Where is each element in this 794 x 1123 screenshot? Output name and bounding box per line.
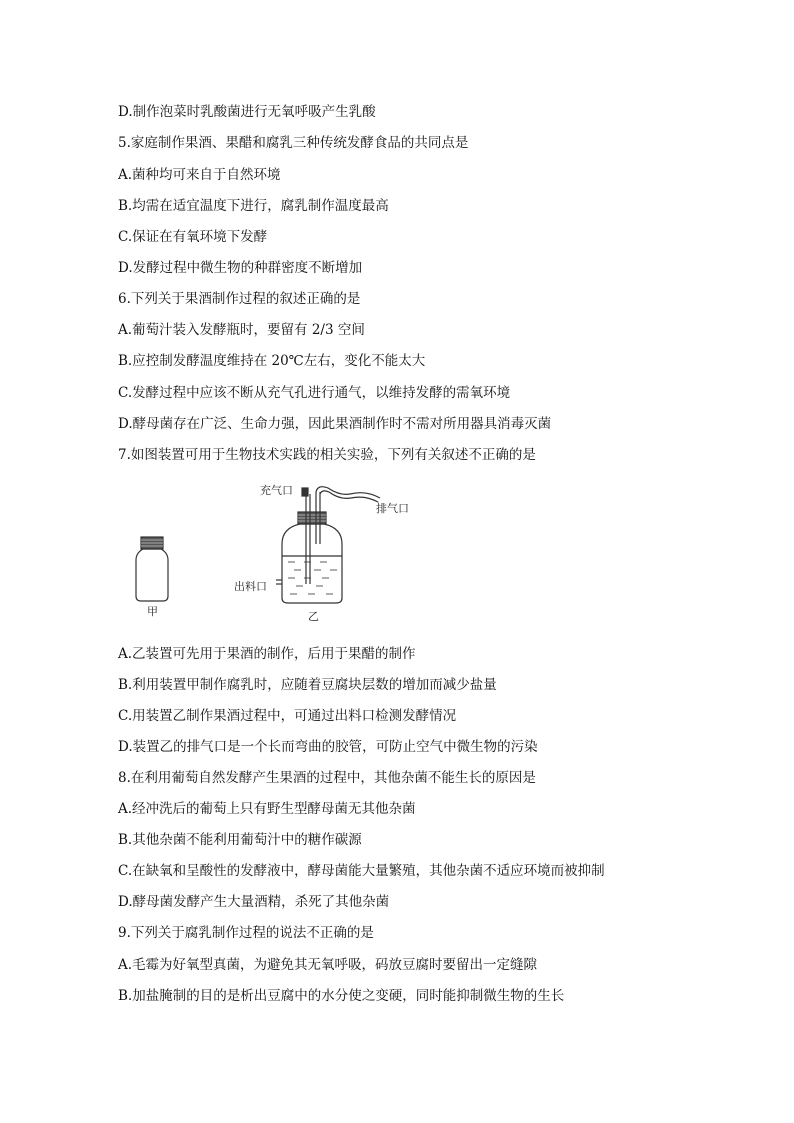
question-6-stem: 6.下列关于果酒制作过程的叙述正确的是 xyxy=(118,291,361,307)
option-line: A.经冲洗后的葡萄上只有野生型酵母菌无其他杂菌 xyxy=(118,801,416,817)
text-line: D.制作泡菜时乳酸菌进行无氧呼吸产生乳酸 xyxy=(118,104,376,120)
question-7-stem: 7.如图装置可用于生物技术实践的相关实验，下列有关叙述不正确的是 xyxy=(118,447,536,463)
option-line: C.在缺氧和呈酸性的发酵液中，酵母菌能大量繁殖，其他杂菌不适应环境而被抑制 xyxy=(118,863,605,879)
option-line: C.发酵过程中应该不断从充气孔进行通气，以维持发酵的需氧环境 xyxy=(118,385,511,401)
label-outlet: 排气口 xyxy=(376,502,409,515)
option-line: A.葡萄汁装入发酵瓶时，要留有 2/3 空间 xyxy=(118,322,365,338)
option-line: A.菌种均可来自于自然环境 xyxy=(118,167,281,183)
label-discharge: 出料口 xyxy=(234,580,267,593)
option-line: B.均需在适宜温度下进行，腐乳制作温度最高 xyxy=(118,198,389,214)
label-yi: 乙 xyxy=(308,610,319,623)
option-line: B.其他杂菌不能利用葡萄汁中的糖作碳源 xyxy=(118,832,362,848)
option-line: C.保证在有氧环境下发酵 xyxy=(118,229,268,245)
bottle-yi xyxy=(276,487,380,603)
option-line: D.酵母菌存在广泛、生命力强，因此果酒制作时不需对所用器具消毒灭菌 xyxy=(118,416,552,432)
question-5-stem: 5.家庭制作果酒、果醋和腐乳三种传统发酵食品的共同点是 xyxy=(118,135,469,151)
option-line: D.发酵过程中微生物的种群密度不断增加 xyxy=(118,260,363,276)
question-8-stem: 8.在利用葡萄自然发酵产生果酒的过程中，其他杂菌不能生长的原因是 xyxy=(118,770,536,786)
option-line: B.应控制发酵温度维持在 20℃左右，变化不能太大 xyxy=(118,353,426,369)
option-line: C.用装置乙制作果酒过程中，可通过出料口检测发酵情况 xyxy=(118,708,457,724)
bottle-jia xyxy=(136,537,168,601)
label-jia: 甲 xyxy=(147,605,158,618)
option-line: B.利用装置甲制作腐乳时，应随着豆腐块层数的增加而减少盐量 xyxy=(118,677,497,693)
option-line: B.加盐腌制的目的是析出豆腐中的水分使之变硬，同时能抑制微生物的生长 xyxy=(118,988,565,1004)
option-line: A.乙装置可先用于果酒的制作，后用于果醋的制作 xyxy=(118,646,416,662)
apparatus-figure xyxy=(118,474,438,624)
option-line: D.酵母菌发酵产生大量酒精，杀死了其他杂菌 xyxy=(118,894,390,910)
option-line: A.毛霉为好氧型真菌，为避免其无氧呼吸，码放豆腐时要留出一定缝隙 xyxy=(118,957,538,973)
question-9-stem: 9.下列关于腐乳制作过程的说法不正确的是 xyxy=(118,925,374,941)
option-line: D.装置乙的排气口是一个长而弯曲的胶管，可防止空气中微生物的污染 xyxy=(118,739,538,755)
label-inlet: 充气口 xyxy=(260,484,293,497)
